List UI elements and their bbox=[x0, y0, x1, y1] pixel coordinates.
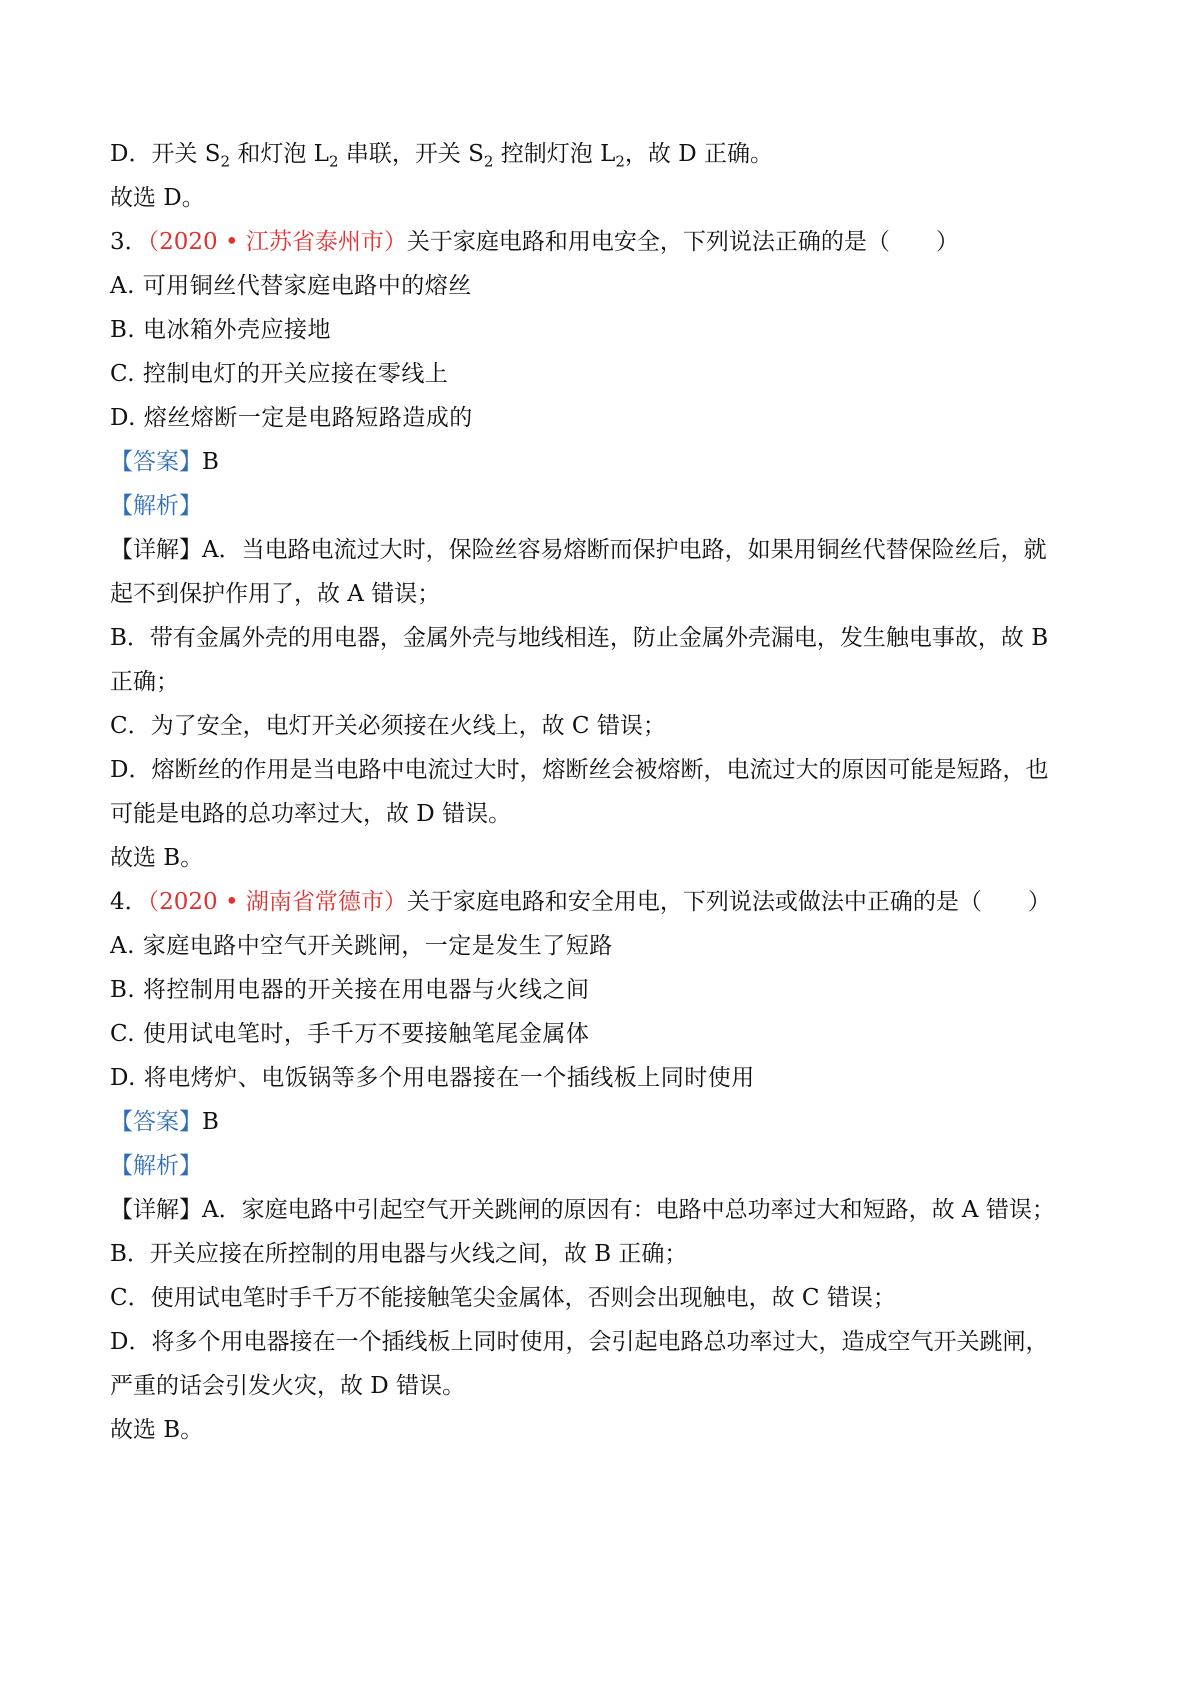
q3-option-b: B. 电冰箱外壳应接地 bbox=[110, 317, 332, 343]
q4-detail-line-1 bbox=[110, 1195, 1110, 1225]
subscript: 2 bbox=[220, 152, 231, 171]
q4-conclusion: 故选 B。 bbox=[110, 1417, 204, 1443]
question-number: 4． bbox=[110, 889, 148, 915]
q2-conclusion: 故选 D。 bbox=[110, 185, 205, 211]
q4-detail-line-4: D．将多个用电器接在一个插线板上同时使用，会引起电路总功率过大，造成空气开关跳闸， bbox=[110, 1329, 1049, 1355]
q4-detail-line-3: C．使用试电笔时手千万不能接触笔尖金属体，否则会出现触电，故 C 错误； bbox=[110, 1285, 896, 1311]
subscript: 2 bbox=[328, 152, 339, 171]
q3-option-d: D. 熔丝熔断一定是电路短路造成的 bbox=[110, 405, 473, 431]
question-number: 3． bbox=[110, 229, 148, 255]
detail-text: A．当电路电流过大时，保险丝容易熔断而保护电路，如果用铜丝代替保险丝后，就 bbox=[202, 537, 1047, 563]
q3-analysis-label: 【解析】 bbox=[110, 493, 202, 519]
text-span: 串联，开关 S bbox=[338, 141, 484, 167]
q4-option-a: A. 家庭电路中空气开关跳闸，一定是发生了短路 bbox=[110, 933, 613, 959]
q4-option-c: C. 使用试电笔时，手千万不要接触笔尾金属体 bbox=[110, 1021, 590, 1047]
detail-label: 【详解】 bbox=[110, 537, 202, 563]
question-stem: 关于家庭电路和用电安全，下列说法正确的是（ ） bbox=[406, 229, 959, 255]
q4-answer bbox=[110, 1107, 1110, 1137]
q4-analysis-label: 【解析】 bbox=[110, 1153, 202, 1179]
q4-detail-line-5: 严重的话会引发火灾，故 D 错误。 bbox=[110, 1373, 466, 1399]
q4-detail-line-2: B．开关应接在所控制的用电器与火线之间，故 B 正确； bbox=[110, 1241, 688, 1267]
answer-label: 【答案】 bbox=[110, 449, 202, 475]
subscript: 2 bbox=[483, 152, 494, 171]
answer-value: B bbox=[202, 449, 219, 475]
q3-option-a: A. 可用铜丝代替家庭电路中的熔丝 bbox=[110, 273, 472, 299]
detail-text: A．家庭电路中引起空气开关跳闸的原因有：电路中总功率过大和短路，故 A 错误； bbox=[202, 1197, 1055, 1223]
q3-detail-line-4: 正确； bbox=[110, 669, 179, 695]
q3-detail-line-2: 起不到保护作用了，故 A 错误； bbox=[110, 581, 441, 607]
q4-option-d: D. 将电烤炉、电饭锅等多个用电器接在一个插线板上同时使用 bbox=[110, 1065, 755, 1091]
q3-detail-line-5: C．为了安全，电灯开关必须接在火线上，故 C 错误； bbox=[110, 713, 666, 739]
q3-detail-line-7: 可能是电路的总功率过大，故 D 错误。 bbox=[110, 801, 512, 827]
q2-detail-d bbox=[110, 139, 1110, 169]
question-stem: 关于家庭电路和安全用电，下列说法或做法中正确的是（ ） bbox=[406, 889, 1051, 915]
q4-option-b: B. 将控制用电器的开关接在用电器与火线之间 bbox=[110, 977, 590, 1003]
q3-conclusion: 故选 B。 bbox=[110, 845, 204, 871]
q3-option-c: C. 控制电灯的开关应接在零线上 bbox=[110, 361, 449, 387]
detail-label: 【详解】 bbox=[110, 1197, 202, 1223]
question-source: （2020 • 江苏省泰州市） bbox=[147, 229, 407, 255]
text-span: ，故 D 正确。 bbox=[624, 141, 773, 167]
q3-detail-line-3: B．带有金属外壳的用电器，金属外壳与地线相连，防止金属外壳漏电，发生触电事故，故 B bbox=[110, 625, 1049, 651]
q3-answer bbox=[110, 447, 1110, 477]
q3-detail-line-1 bbox=[110, 535, 1110, 565]
text-span: D．开关 S bbox=[110, 141, 221, 167]
q3-stem-line bbox=[110, 227, 1110, 257]
text-span: 和灯泡 L bbox=[230, 141, 329, 167]
answer-label: 【答案】 bbox=[110, 1109, 202, 1135]
q3-detail-line-6: D．熔断丝的作用是当电路中电流过大时，熔断丝会被熔断，电流过大的原因可能是短路，也 bbox=[110, 757, 1049, 783]
question-source: （2020 • 湖南省常德市） bbox=[147, 889, 407, 915]
answer-value: B bbox=[202, 1109, 219, 1135]
subscript: 2 bbox=[615, 152, 625, 171]
q4-stem-line bbox=[110, 887, 1110, 917]
text-span: 控制灯泡 L bbox=[493, 141, 616, 167]
